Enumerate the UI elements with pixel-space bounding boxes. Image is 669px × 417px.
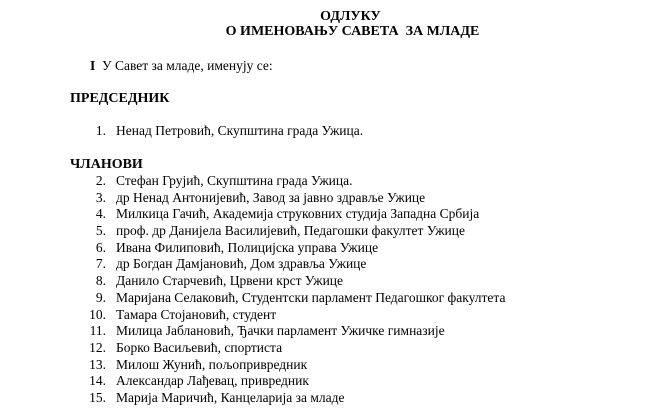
members-list	[0, 173, 669, 407]
list-item-number: 10.	[89, 306, 106, 322]
list-item-text: Тамара Стојановић, студент	[116, 306, 277, 322]
section-i-text: У Савет за младе, именују се:	[102, 58, 273, 73]
list-item	[0, 173, 669, 190]
list-item-number: 12.	[89, 339, 106, 355]
list-item-number: 8.	[95, 273, 106, 289]
list-item	[0, 357, 669, 374]
list-item	[0, 223, 669, 240]
list-item-number: 13.	[89, 356, 106, 372]
list-item-number: 3.	[95, 189, 106, 205]
list-item	[0, 273, 669, 290]
list-item-text: Данило Старчевић, Црвени крст Ужице	[116, 273, 344, 289]
list-item	[0, 240, 669, 257]
list-item-text: Милкица Гачић, Академија струковних студија Западна Србија	[116, 206, 480, 222]
list-item	[0, 323, 669, 340]
list-item-number: 5.	[95, 223, 106, 239]
list-item-text: Борко Васиљевић, спортиста	[116, 339, 283, 355]
members-heading: ЧЛАНОВИ	[70, 157, 143, 172]
list-item-text: проф. др Данијела Василијевић, Педагошки факултет Ужице	[116, 223, 465, 239]
list-item-number: 6.	[95, 239, 106, 255]
list-item-number: 7.	[95, 256, 106, 272]
document-subtitle: О ИМЕНОВАЊУ САВЕТА ЗА МЛАДЕ	[225, 24, 480, 39]
list-item-number: 4.	[95, 206, 106, 222]
list-item-number: 15.	[89, 389, 106, 405]
list-item-text: Ненад Петровић, Скупштина града Ужица.	[116, 123, 364, 138]
president-heading: ПРЕДСЕДНИК	[70, 91, 170, 106]
list-item	[0, 307, 669, 324]
list-item-text: Милица Јаблановић, Ђачки парламент Ужичке гимназије	[116, 323, 445, 339]
list-item	[0, 390, 669, 407]
section-i-paragraph	[90, 58, 273, 74]
list-item-text: Милош Жунић, пољопривредник	[116, 356, 308, 372]
list-item-number: 11.	[89, 323, 106, 339]
list-item	[0, 290, 669, 307]
list-item-text: др Ненад Антонијевић, Завод за јавно здравље Ужице	[116, 189, 426, 205]
list-item-text: Марија Маричић, Канцеларија за младе	[116, 389, 345, 405]
list-item-text: Александар Лађевац, привредник	[116, 373, 309, 389]
list-item-text: др Богдан Дамјановић, Дом здравља Ужице	[116, 256, 367, 272]
list-item	[0, 373, 669, 390]
list-item	[0, 340, 669, 357]
list-item	[0, 256, 669, 273]
list-item-number: 1.	[95, 123, 106, 138]
document-title: ОДЛУКУ	[320, 9, 381, 24]
president-list-item	[0, 123, 669, 140]
list-item	[0, 206, 669, 223]
list-item-text: Стефан Грујић, Скупштина града Ужица.	[116, 173, 353, 188]
list-item-number: 2.	[95, 173, 106, 188]
list-item-number: 14.	[89, 373, 106, 389]
list-item	[0, 190, 669, 207]
section-i-numeral: I	[90, 58, 96, 73]
list-item-number: 9.	[95, 289, 106, 305]
list-item-text: Маријана Селаковић, Студентски парламент Педагошког факултета	[116, 289, 506, 305]
list-item-text: Ивана Филиповић, Полицијска управа Ужице	[116, 239, 379, 255]
